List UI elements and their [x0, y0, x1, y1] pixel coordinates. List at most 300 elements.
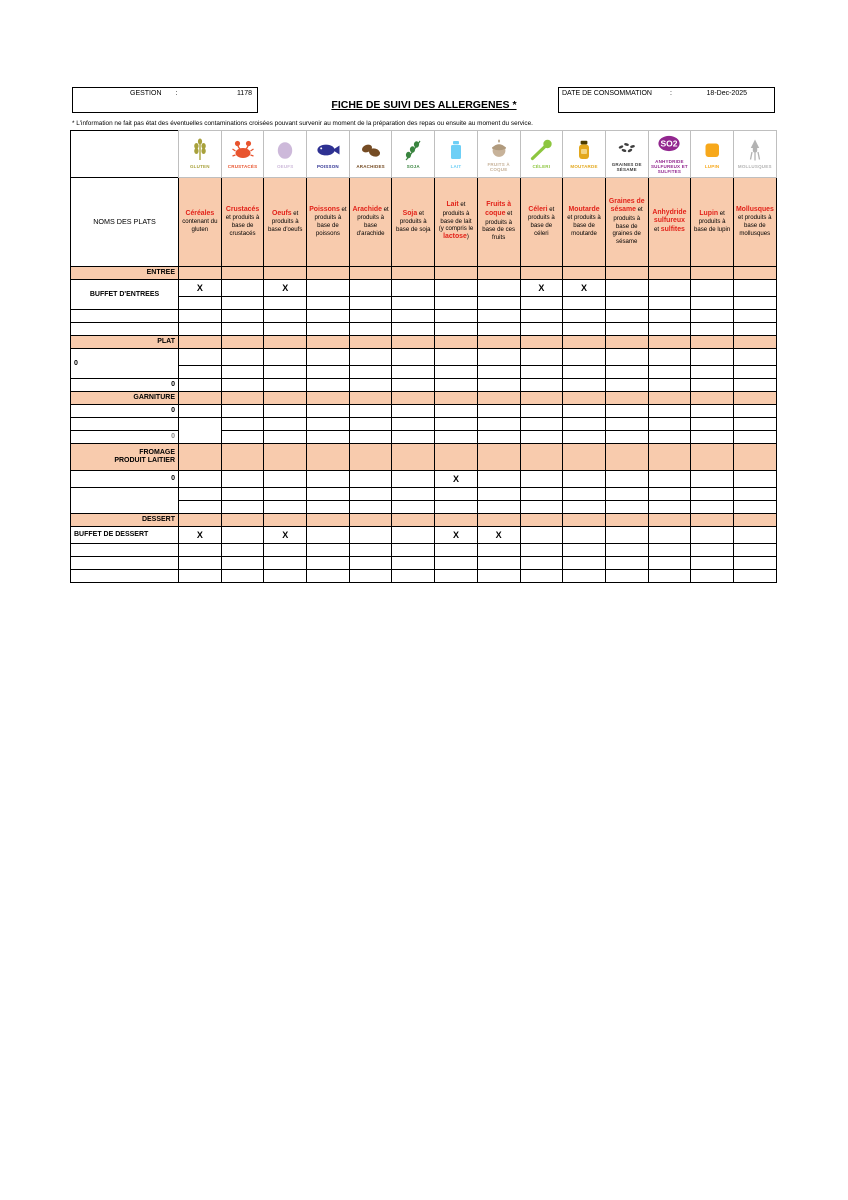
section-cell	[648, 335, 691, 348]
allergen-cell	[349, 430, 392, 443]
allergen-cell	[691, 404, 734, 417]
allergen-cell	[307, 279, 350, 296]
allergen-cell	[691, 348, 734, 365]
allergen-name: Soja	[402, 209, 418, 217]
allergen-cell	[520, 569, 563, 582]
allergen-cell	[563, 470, 606, 487]
allergen-cell	[392, 378, 435, 391]
section-cell	[520, 391, 563, 404]
allergen-cell	[435, 296, 478, 309]
allergen-icon-cell-7	[477, 131, 520, 178]
section-cell	[563, 266, 606, 279]
section-cell	[435, 513, 478, 526]
allergen-desc: et produits à base de crustacés	[225, 214, 260, 237]
section-cell	[477, 335, 520, 348]
section-cell	[392, 513, 435, 526]
section-cell	[221, 266, 264, 279]
allergen-cell	[221, 430, 264, 443]
allergen-cell	[221, 322, 264, 335]
allergen-cell	[392, 417, 435, 430]
section-cell	[349, 266, 392, 279]
allergen-cell	[520, 378, 563, 391]
allergen-cell	[307, 526, 350, 543]
allergen-cell	[179, 500, 222, 513]
section-cell	[221, 391, 264, 404]
section-cell	[349, 513, 392, 526]
allergen-cell	[733, 378, 776, 391]
section-cell	[563, 335, 606, 348]
allergen-cell	[264, 543, 307, 556]
date-value: 18-Dec-2025	[706, 90, 747, 97]
allergen-header-cell-0	[179, 177, 222, 266]
allergen-cell	[520, 526, 563, 543]
allergen-cell	[648, 487, 691, 500]
allergen-cell	[691, 296, 734, 309]
allergen-cell	[392, 526, 435, 543]
allergen-cell	[435, 417, 478, 430]
allergen-cell	[264, 417, 307, 430]
allergen-cell	[563, 296, 606, 309]
allergen-icon-cell-6	[435, 131, 478, 178]
allergen-mark: X	[179, 526, 222, 543]
allergen-cell	[307, 378, 350, 391]
allergen-cell	[563, 500, 606, 513]
allergen-cell	[733, 296, 776, 309]
section-label-line2: PRODUIT LAITIER	[114, 456, 175, 464]
allergen-icon-cell-0	[179, 131, 222, 178]
allergen-cell	[349, 309, 392, 322]
allergen-cell	[520, 543, 563, 556]
allergen-icon-label: FRUITS À COQUE	[487, 161, 510, 172]
allergen-cell	[307, 569, 350, 582]
section-cell	[392, 335, 435, 348]
allergen-header-cell-4	[349, 177, 392, 266]
section-cell	[520, 266, 563, 279]
allergen-cell	[349, 296, 392, 309]
section-cell	[435, 443, 478, 470]
allergen-cell	[691, 569, 734, 582]
allergen-name: Céréales	[185, 209, 215, 217]
allergen-cell	[349, 526, 392, 543]
allergen-cell	[179, 556, 222, 569]
allergen-icon-label: SOJA	[406, 164, 420, 170]
section-cell	[563, 391, 606, 404]
allergen-desc: et produits à base de poissons	[314, 205, 347, 237]
allergen-cell	[563, 543, 606, 556]
section-cell	[179, 266, 222, 279]
allergen-name-2: sulfites	[660, 225, 685, 233]
allergen-cell	[264, 430, 307, 443]
allergen-cell	[733, 569, 776, 582]
icon-row-spacer	[71, 131, 179, 178]
allergen-header-cell-6	[435, 177, 478, 266]
allergen-cell	[733, 417, 776, 430]
allergen-cell	[264, 378, 307, 391]
allergen-cell	[733, 526, 776, 543]
dish-name-cell	[71, 556, 179, 569]
allergen-name: Céleri	[528, 205, 548, 213]
allergen-cell	[648, 404, 691, 417]
allergen-cell	[520, 296, 563, 309]
dish-name-cell	[71, 309, 179, 322]
allergen-cell	[733, 348, 776, 365]
section-cell	[349, 443, 392, 470]
section-cell	[307, 391, 350, 404]
allergen-cell	[221, 309, 264, 322]
allergen-cell	[733, 322, 776, 335]
allergen-cell	[520, 556, 563, 569]
allergen-name: Oeufs	[272, 209, 292, 217]
allergen-desc-tail: )	[466, 232, 469, 240]
allergen-cell	[691, 279, 734, 296]
egg-icon	[264, 136, 306, 164]
allergen-cell	[648, 322, 691, 335]
section-cell	[648, 266, 691, 279]
allergen-desc: et produits à base de céleri	[527, 205, 555, 237]
allergen-icon-cell-9	[563, 131, 606, 178]
allergen-cell	[563, 487, 606, 500]
section-cell	[264, 266, 307, 279]
section-cell	[563, 443, 606, 470]
nut-icon	[478, 134, 520, 162]
section-cell	[221, 335, 264, 348]
dish-name-cell: 0	[71, 378, 179, 391]
allergen-cell	[349, 279, 392, 296]
allergen-cell	[349, 500, 392, 513]
allergen-cell	[392, 500, 435, 513]
allergen-icon-label: LAIT	[450, 164, 462, 170]
dish-name-cell: 0	[71, 430, 179, 443]
section-cell	[520, 513, 563, 526]
allergen-cell	[435, 500, 478, 513]
allergen-cell	[349, 404, 392, 417]
allergen-cell	[605, 569, 648, 582]
dish-name-cell	[71, 569, 179, 582]
allergen-cell	[179, 378, 222, 391]
allergen-cell	[264, 556, 307, 569]
date-label: DATE DE CONSOMMATION	[562, 90, 652, 97]
allergen-cell	[221, 500, 264, 513]
allergen-cell	[435, 365, 478, 378]
section-cell	[605, 266, 648, 279]
allergen-cell	[520, 487, 563, 500]
allergen-mark: X	[477, 526, 520, 543]
allergen-header-cell-11	[648, 177, 691, 266]
allergen-header-cell-13	[733, 177, 776, 266]
fish-icon	[307, 136, 349, 164]
section-cell	[264, 335, 307, 348]
allergen-icon-label: ARACHIDES	[356, 164, 385, 170]
allergen-cell	[392, 365, 435, 378]
celery-icon	[521, 136, 563, 164]
allergen-cell	[349, 470, 392, 487]
allergen-cell	[221, 569, 264, 582]
allergen-cell	[435, 430, 478, 443]
allergen-cell	[349, 378, 392, 391]
section-cell	[179, 391, 222, 404]
allergen-cell	[221, 543, 264, 556]
allergen-cell	[691, 430, 734, 443]
allergen-cell	[477, 296, 520, 309]
allergen-cell	[307, 556, 350, 569]
allergen-cell	[435, 404, 478, 417]
section-cell	[435, 391, 478, 404]
allergen-cell	[179, 348, 222, 365]
allergen-cell	[307, 322, 350, 335]
allergen-cell	[691, 526, 734, 543]
allergen-cell	[221, 470, 264, 487]
allergen-cell	[179, 470, 222, 487]
allergen-cell	[349, 556, 392, 569]
gestion-value: 1178	[236, 90, 252, 97]
section-cell	[605, 513, 648, 526]
section-cell	[691, 443, 734, 470]
allergen-cell	[605, 309, 648, 322]
allergen-icon-cell-5	[392, 131, 435, 178]
allergen-cell	[179, 404, 222, 417]
allergen-cell	[221, 378, 264, 391]
allergen-cell	[648, 417, 691, 430]
section-cell	[307, 335, 350, 348]
so2-icon	[649, 131, 691, 159]
allergen-cell	[477, 365, 520, 378]
allergen-cell	[520, 404, 563, 417]
section-cell	[435, 335, 478, 348]
gestion-colon: :	[175, 90, 178, 97]
allergen-cell	[435, 279, 478, 296]
section-cell	[691, 391, 734, 404]
allergen-cell	[691, 322, 734, 335]
svg-text:SO2: SO2	[660, 138, 678, 149]
allergen-cell	[691, 417, 734, 430]
allergen-cell	[648, 500, 691, 513]
section-cell	[605, 443, 648, 470]
allergen-desc: et produits à base de ces fruits	[482, 210, 516, 241]
mollusc-icon	[734, 136, 776, 164]
allergen-cell	[435, 309, 478, 322]
allergen-cell	[392, 309, 435, 322]
allergen-cell	[563, 404, 606, 417]
allergen-cell	[605, 500, 648, 513]
allergen-cell	[605, 404, 648, 417]
allergen-cell	[648, 526, 691, 543]
allergen-cell	[179, 296, 222, 309]
allergen-cell	[477, 279, 520, 296]
allergen-header-cell-1	[221, 177, 264, 266]
lupin-icon	[691, 136, 733, 164]
section-cell	[563, 513, 606, 526]
crab-icon	[222, 136, 264, 164]
allergen-cell	[648, 279, 691, 296]
allergen-mark: X	[563, 279, 606, 296]
allergen-cell	[179, 365, 222, 378]
allergen-cell	[477, 348, 520, 365]
allergen-icon-label: POISSON	[316, 164, 339, 170]
allergen-desc: et produits à base de soja	[396, 209, 431, 233]
allergen-cell	[221, 417, 264, 430]
allergen-cell	[477, 404, 520, 417]
section-cell	[264, 443, 307, 470]
allergen-cell	[349, 569, 392, 582]
allergen-desc: et produits à base d'arachide	[356, 205, 389, 237]
section-cell	[307, 266, 350, 279]
allergen-cell	[733, 543, 776, 556]
section-cell	[691, 513, 734, 526]
allergen-cell	[349, 543, 392, 556]
section-cell	[264, 513, 307, 526]
allergen-cell	[563, 526, 606, 543]
section-cell	[520, 443, 563, 470]
allergen-cell	[435, 348, 478, 365]
allergen-cell	[349, 322, 392, 335]
allergen-cell	[563, 569, 606, 582]
allergen-cell	[221, 348, 264, 365]
allergen-icon-cell-11	[648, 131, 691, 178]
allergen-cell	[477, 378, 520, 391]
allergen-cell	[563, 556, 606, 569]
allergen-desc: contenant du gluten	[182, 218, 218, 233]
page-title: FICHE DE SUIVI DES ALLERGENES *	[331, 99, 517, 111]
section-cell	[477, 443, 520, 470]
section-cell	[733, 335, 776, 348]
allergen-mark: X	[435, 526, 478, 543]
allergen-cell	[563, 348, 606, 365]
allergen-cell	[435, 556, 478, 569]
allergen-cell	[435, 487, 478, 500]
allergen-cell	[435, 543, 478, 556]
allergen-mark: X	[264, 526, 307, 543]
allergen-cell	[477, 487, 520, 500]
allergen-icon-cell-8	[520, 131, 563, 178]
allergen-cell	[733, 430, 776, 443]
allergen-desc: et produits à base d'oeufs	[268, 209, 303, 233]
allergen-cell	[392, 322, 435, 335]
allergen-cell	[605, 365, 648, 378]
allergen-name: Fruits à coque	[485, 201, 512, 218]
allergen-cell	[648, 296, 691, 309]
allergen-cell	[307, 470, 350, 487]
allergen-cell	[605, 470, 648, 487]
allergen-cell	[520, 417, 563, 430]
allergen-cell	[179, 322, 222, 335]
allergen-icon-label: LUPIN	[704, 164, 720, 170]
section-cell	[349, 335, 392, 348]
allergen-cell	[563, 378, 606, 391]
allergen-name: Arachide	[352, 205, 382, 213]
allergen-icon-label: GRAINES DE SÉSAME	[611, 161, 642, 172]
allergen-cell	[733, 279, 776, 296]
dish-name-cell: BUFFET DE DESSERT	[71, 526, 179, 543]
allergen-name: Mollusques	[735, 205, 774, 213]
allergen-cell	[221, 487, 264, 500]
allergen-mark: X	[520, 279, 563, 296]
allergen-cell	[691, 500, 734, 513]
allergen-cell	[307, 348, 350, 365]
allergen-cell	[648, 365, 691, 378]
allergen-name-2: lactose	[443, 232, 467, 240]
gestion-label: GESTION	[130, 90, 162, 97]
allergen-cell	[691, 470, 734, 487]
allergen-cell	[392, 430, 435, 443]
date-box	[558, 87, 775, 113]
soy-icon	[392, 136, 434, 164]
section-cell	[733, 513, 776, 526]
allergen-name: Anhydride sulfureux	[652, 208, 687, 225]
allergen-cell	[307, 296, 350, 309]
allergen-cell	[392, 296, 435, 309]
section-cell	[392, 266, 435, 279]
allergen-cell	[477, 309, 520, 322]
section-cell	[520, 335, 563, 348]
allergen-cell	[307, 487, 350, 500]
section-cell	[349, 391, 392, 404]
section-label-entree: ENTREE	[71, 266, 179, 279]
allergen-desc: et produits à base de moutarde	[567, 214, 601, 237]
section-cell	[221, 443, 264, 470]
allergen-cell	[605, 487, 648, 500]
section-label-garniture: GARNITURE	[71, 391, 179, 404]
allergen-cell	[221, 526, 264, 543]
allergen-cell	[307, 309, 350, 322]
allergen-cell	[264, 470, 307, 487]
dish-name-cell	[71, 487, 179, 513]
allergen-cell	[691, 378, 734, 391]
section-cell	[179, 513, 222, 526]
allergen-cell	[349, 365, 392, 378]
allergen-cell	[605, 543, 648, 556]
allergen-cell	[392, 569, 435, 582]
section-cell	[392, 443, 435, 470]
section-label-plat: PLAT	[71, 335, 179, 348]
allergen-cell	[349, 417, 392, 430]
allergen-cell	[392, 348, 435, 365]
allergen-cell	[221, 365, 264, 378]
section-cell	[605, 335, 648, 348]
section-cell	[179, 443, 222, 470]
allergen-header-cell-9	[563, 177, 606, 266]
section-cell	[435, 266, 478, 279]
allergen-desc: et produits à base de lupin	[693, 209, 731, 233]
allergen-icon-cell-10	[605, 131, 648, 178]
allergen-mark: X	[264, 279, 307, 296]
section-cell	[477, 266, 520, 279]
allergen-cell	[349, 487, 392, 500]
section-cell	[648, 391, 691, 404]
allergen-cell	[307, 430, 350, 443]
allergen-cell	[733, 500, 776, 513]
allergen-icon-label: MOLLUSQUES	[737, 164, 772, 170]
allergen-cell	[307, 543, 350, 556]
allergen-cell	[477, 417, 520, 430]
allergen-icon-cell-1	[221, 131, 264, 178]
section-cell	[691, 266, 734, 279]
allergen-cell	[520, 348, 563, 365]
allergen-cell	[733, 309, 776, 322]
allergen-cell	[221, 404, 264, 417]
allergen-cell	[520, 322, 563, 335]
allergen-cell	[605, 322, 648, 335]
allergen-cell	[733, 487, 776, 500]
sesame-icon	[606, 134, 648, 162]
allergen-mark: X	[435, 470, 478, 487]
allergen-cell	[392, 556, 435, 569]
allergen-table	[70, 130, 777, 583]
section-label-fromage: FROMAGE PRODUIT LAITIER	[71, 443, 179, 470]
allergen-desc: et produits à base de mollusques	[738, 214, 772, 237]
allergen-header-cell-10	[605, 177, 648, 266]
allergen-cell	[691, 365, 734, 378]
allergen-cell	[392, 404, 435, 417]
